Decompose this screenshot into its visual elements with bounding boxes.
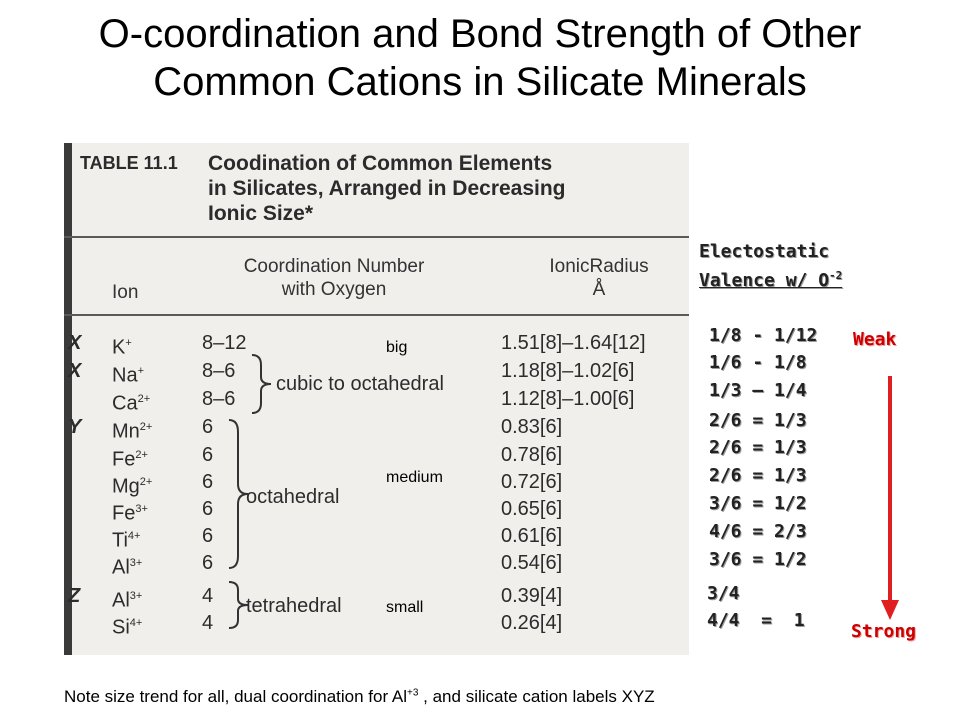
radius-cell: 0.83[6] — [501, 416, 563, 438]
ion-charge: 4+ — [129, 617, 143, 629]
ion-cell — [112, 443, 148, 472]
ion-charge: + — [137, 365, 145, 377]
ion-symbol: Na — [112, 364, 138, 387]
ion-charge: 3+ — [135, 503, 148, 515]
footnote — [64, 687, 655, 707]
ion-cell — [112, 611, 142, 640]
ion-charge: 2+ — [137, 393, 151, 405]
slide-title-line-2: Common Cations in Silicate Minerals — [153, 60, 807, 104]
coordination-cell: 8–12 — [202, 332, 247, 354]
ion-cell — [112, 359, 144, 388]
radius-cell: 0.39[4] — [501, 585, 563, 607]
column-header-radius-line: Å — [592, 279, 606, 300]
scanned-table — [64, 143, 689, 655]
footnote-text-end: , and silicate cation labels XYZ — [418, 687, 655, 706]
size-label-medium: medium — [386, 469, 443, 486]
ion-symbol: Mg — [112, 475, 140, 498]
ion-symbol: Si — [112, 616, 130, 639]
coordination-cell: 4 — [202, 612, 214, 634]
ion-charge: 2+ — [139, 476, 153, 488]
strength-arrow-icon — [878, 376, 902, 624]
site-label: X — [68, 332, 82, 354]
group-label-octahedral: octahedral — [246, 486, 340, 508]
radius-cell: 0.54[6] — [501, 552, 563, 574]
table-title — [208, 151, 566, 226]
radius-cell: 0.61[6] — [501, 525, 563, 547]
valence-header-line-2 — [699, 264, 842, 293]
column-header-radius — [514, 255, 684, 301]
radius-cell: 0.72[6] — [501, 471, 563, 493]
valence-value: 1/3 – 1/4 — [709, 380, 807, 401]
column-header-coordination-line: Coordination Number — [243, 256, 425, 277]
ion-symbol: Ti — [112, 529, 128, 552]
ion-charge: 2+ — [139, 421, 153, 433]
group-label-tetrahedral: tetrahedral — [246, 595, 342, 617]
table-label: TABLE 11.1 — [80, 153, 178, 173]
coordination-cell: 6 — [202, 444, 214, 466]
ion-cell — [112, 415, 152, 444]
ion-symbol: K — [112, 336, 126, 359]
table-rule-top — [64, 236, 689, 238]
site-label: Z — [68, 585, 81, 607]
coordination-cell: 6 — [202, 471, 214, 493]
valence-header — [699, 240, 842, 293]
valence-value: 4/6 = 2/3 — [709, 521, 807, 542]
site-label: X — [68, 360, 82, 382]
ion-charge: + — [125, 337, 132, 349]
coordination-cell: 6 — [202, 498, 214, 520]
valence-value: 1/6 - 1/8 — [709, 352, 807, 373]
table-title-line: Coodination of Common Elements — [208, 152, 553, 175]
ion-cell — [112, 497, 148, 526]
ion-cell — [112, 524, 140, 553]
table-rule-header — [64, 314, 689, 316]
coordination-cell: 8–6 — [202, 360, 236, 382]
footnote-superscript: +3 — [407, 687, 419, 699]
radius-cell: 0.78[6] — [501, 444, 563, 466]
radius-cell: 1.18[8]–1.02[6] — [501, 360, 635, 382]
weak-label: Weak — [853, 329, 897, 350]
brace-cubic — [249, 353, 275, 415]
radius-cell: 0.65[6] — [501, 498, 563, 520]
site-label: Y — [68, 416, 82, 438]
valence-header-superscript: -2 — [829, 269, 843, 282]
ion-cell — [112, 584, 142, 613]
group-label-cubic: cubic to octahedral — [276, 373, 444, 395]
column-header-radius-line: IonicRadius — [549, 256, 649, 277]
valence-value: 2/6 = 1/3 — [709, 465, 807, 486]
coordination-cell: 6 — [202, 552, 214, 574]
ion-cell — [112, 387, 150, 416]
table-title-line: Ionic Size* — [208, 202, 314, 225]
slide-title-line-1: O-coordination and Bond Strength of Other — [98, 12, 862, 56]
size-label-big: big — [386, 339, 408, 356]
column-header-ion: Ion — [112, 282, 139, 303]
radius-cell: 1.12[8]–1.00[6] — [501, 388, 635, 410]
radius-cell: 1.51[8]–1.64[12] — [501, 332, 646, 354]
ion-symbol: Ca — [112, 392, 138, 415]
column-header-coordination — [214, 255, 454, 301]
valence-value: 3/6 = 1/2 — [709, 549, 807, 570]
radius-cell: 0.26[4] — [501, 612, 563, 634]
coordination-cell: 4 — [202, 585, 214, 607]
ion-cell — [112, 551, 142, 580]
strong-label: Strong — [851, 621, 917, 642]
ion-cell — [112, 470, 152, 499]
ion-charge: 3+ — [129, 557, 143, 569]
valence-header-line-1: Electostatic — [699, 241, 830, 262]
valence-value: 2/6 = 1/3 — [709, 410, 807, 431]
valence-value: 3/4 — [707, 583, 740, 604]
ion-symbol: Fe — [112, 502, 136, 525]
ion-symbol: Mn — [112, 420, 140, 443]
ion-charge: 3+ — [129, 590, 143, 602]
valence-value: 2/6 = 1/3 — [709, 437, 807, 458]
valence-value: 3/6 = 1/2 — [709, 493, 807, 514]
ion-charge: 4+ — [127, 530, 141, 542]
valence-header-text: Valence w/ O — [699, 270, 830, 291]
valence-value: 4/4 = 1 — [707, 610, 805, 631]
size-label-small: small — [386, 599, 424, 616]
scan-edge — [64, 143, 72, 655]
ion-symbol: Al — [112, 589, 130, 612]
valence-value: 1/8 - 1/12 — [709, 325, 818, 346]
ion-symbol: Al — [112, 556, 130, 579]
coordination-cell: 6 — [202, 525, 214, 547]
ion-charge: 2+ — [135, 449, 148, 461]
slide-title — [0, 10, 960, 106]
coordination-cell: 6 — [202, 416, 214, 438]
ion-cell — [112, 331, 132, 360]
ion-symbol: Fe — [112, 448, 136, 471]
table-title-line: in Silicates, Arranged in Decreasing — [208, 177, 566, 200]
footnote-text: Note size trend for all, dual coordination for Al — [64, 687, 408, 706]
coordination-cell: 8–6 — [202, 388, 236, 410]
column-header-coordination-line: with Oxygen — [281, 279, 387, 300]
